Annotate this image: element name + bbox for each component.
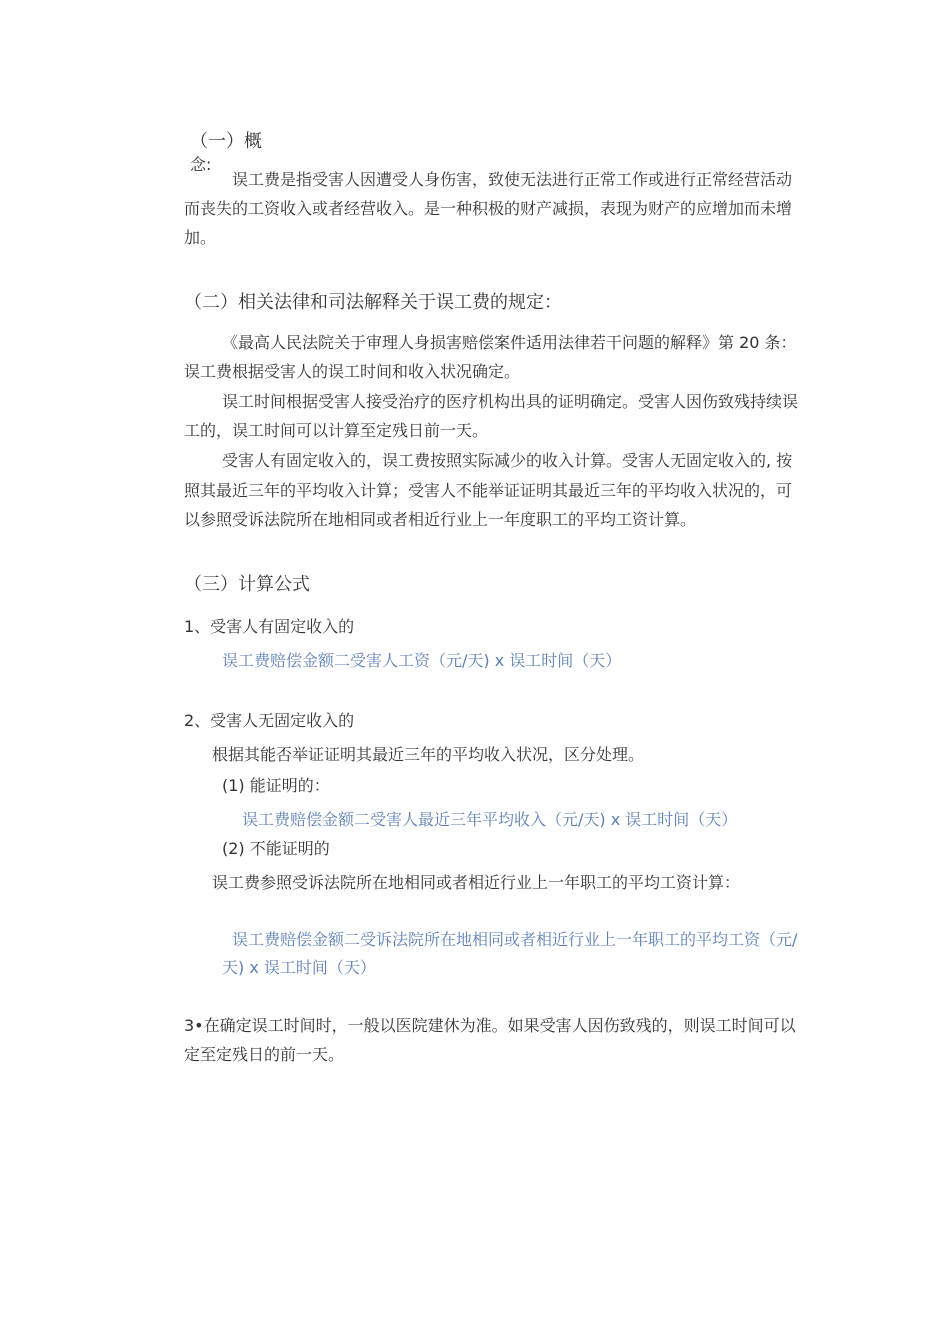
item-2-desc: 根据其能否举证证明其最近三年的平均收入状况，区分处理。 (212, 745, 645, 764)
section-2-line: 《最高人民法院关于审理人身损害赔偿案件适用法律若干问题的解释》第 20 条： (222, 333, 797, 352)
item-2-sub2-label: (2) 不能证明的 (222, 839, 330, 858)
item-1-formula: 误工费赔偿金额二受害人工资（元/天) x 误工时间（天） (222, 651, 622, 670)
item-2-sub2-formula: 误工费赔偿金额二受诉法院所在地相同或者相近行业上一年职工的平均工资（元/ (232, 930, 798, 949)
section-1-line: 而丧失的工资收入或者经营收入。是一种积极的财产减损，表现为财产的应增加而未增 (184, 199, 793, 218)
item-3-line: 定至定残日的前一天。 (184, 1045, 345, 1064)
item-2-title: 2、受害人无固定收入的 (184, 711, 355, 730)
item-2-sub2-formula-continued: 天) x 误工时间（天） (222, 958, 376, 977)
item-2-sub2-desc: 误工费参照受诉法院所在地相同或者相近行业上一年职工的平均工资计算： (212, 873, 741, 892)
section-2-line: 照其最近三年的平均收入计算；受害人不能举证证明其最近三年的平均收入状况的，可 (184, 481, 793, 500)
item-1-title: 1、受害人有固定收入的 (184, 617, 355, 636)
section-2-heading: （二）相关法律和司法解释关于误工费的规定： (184, 292, 562, 313)
section-2-line: 误工时间根据受害人接受治疗的医疗机构出具的证明确定。受害人因伤致残持续误 (222, 392, 799, 411)
section-1-line: 误工费是指受害人因遭受人身伤害，致使无法进行正常工作或进行正常经营活动 (232, 170, 793, 189)
item-2-sub1-label: (1) 能证明的： (222, 776, 330, 795)
section-2-line: 以参照受诉法院所在地相同或者相近行业上一年度职工的平均工资计算。 (184, 510, 697, 529)
section-2-line: 受害人有固定收入的，误工费按照实际减少的收入计算。受害人无固定收入的, 按 (222, 451, 793, 470)
section-2-line: 误工费根据受害人的误工时间和收入状况确定。 (184, 362, 521, 381)
item-2-sub1-formula: 误工费赔偿金额二受害人最近三年平均收入（元/天) x 误工时间（天） (242, 810, 738, 829)
section-1-line: 加。 (184, 228, 217, 247)
section-1-heading: （一）概 (190, 131, 262, 152)
item-3-line: 3•在确定误工时间时，一般以医院建休为准。如果受害人因伤致残的，则误工时间可以 (184, 1016, 796, 1035)
section-1-heading-continued: 念: (190, 155, 212, 174)
section-3-heading: （三）计算公式 (184, 574, 310, 595)
section-2-line: 工的，误工时间可以计算至定残日前一天。 (184, 421, 489, 440)
